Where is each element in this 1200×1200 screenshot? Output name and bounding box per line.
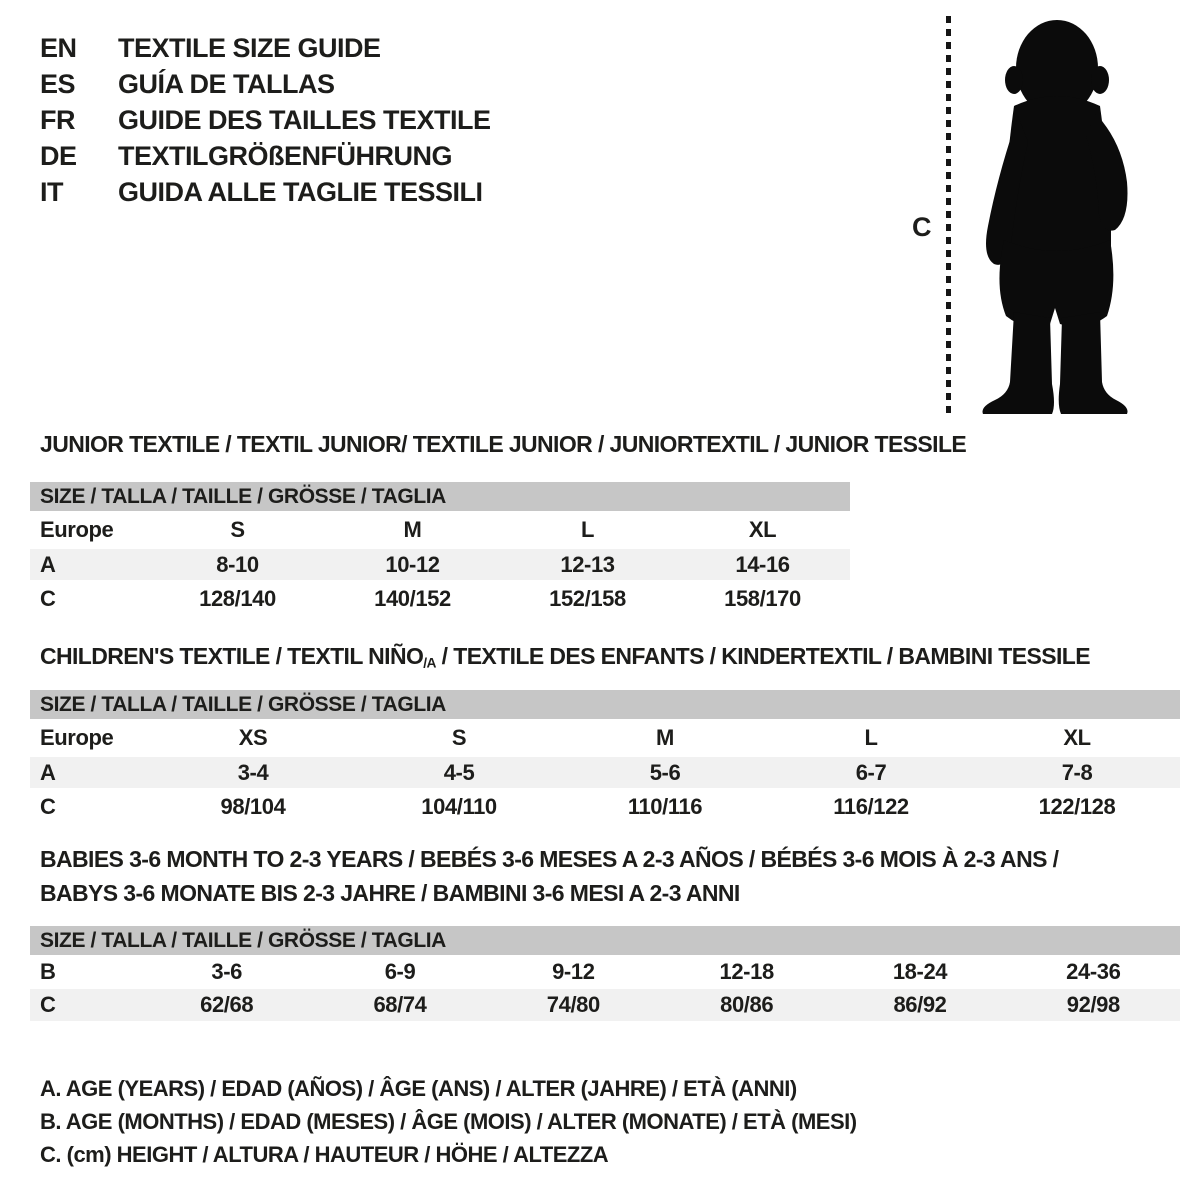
table-row-age: [30, 757, 1180, 788]
size-header-label: SIZE / TALLA / TAILLE / GRÖSSE / TAGLIA: [40, 692, 446, 716]
cell-value: 86/92: [893, 992, 947, 1017]
table-row-europe: [30, 719, 1180, 757]
children-size-header-bar: [30, 690, 1180, 719]
cell-value: XL: [748, 517, 777, 542]
cell-value: S: [451, 725, 467, 750]
cell-value: 14-16: [735, 551, 790, 577]
cell-value: 80/86: [720, 992, 774, 1017]
row-label: A: [40, 759, 56, 785]
language-row-en: [40, 30, 491, 66]
cell-value: 5-6: [649, 759, 681, 785]
babies-size-table: [30, 926, 1180, 1021]
table-row-height: [30, 788, 1180, 825]
table-row-months: [30, 955, 1180, 989]
language-code: ES: [40, 68, 76, 99]
cell-value: 158/170: [724, 585, 801, 611]
height-dimension-line: [946, 16, 951, 416]
cell-value: 3-6: [211, 959, 242, 984]
cell-value: 12-13: [560, 551, 615, 577]
cell-value: 122/128: [1038, 793, 1116, 819]
language-title: GUIDA ALLE TAGLIE TESSILI: [118, 176, 483, 207]
row-label: Europe: [40, 725, 114, 750]
children-size-table: [30, 690, 1180, 825]
language-code: IT: [40, 176, 63, 207]
cell-value: 98/104: [220, 793, 286, 819]
cell-value: M: [656, 725, 674, 750]
cell-value: S: [230, 517, 245, 542]
cell-value: 62/68: [200, 992, 254, 1017]
children-title-prefix: CHILDREN'S TEXTILE / TEXTIL NIÑO: [40, 643, 424, 669]
children-section-title: [40, 643, 1090, 670]
row-label: A: [40, 551, 56, 577]
cell-value: L: [864, 725, 878, 750]
size-header-label: SIZE / TALLA / TAILLE / GRÖSSE / TAGLIA: [40, 928, 446, 952]
children-title-subscript: /A: [423, 655, 436, 671]
table-row-height: [30, 580, 850, 617]
cell-value: 4-5: [443, 759, 475, 785]
table-row-height: [30, 989, 1180, 1021]
legend-line-a: A. AGE (YEARS) / EDAD (AÑOS) / ÂGE (ANS) / ALTER (JAHRE) / ETÀ (ANNI): [40, 1075, 797, 1101]
junior-size-header-bar: [30, 482, 850, 511]
measurement-legend: [40, 1072, 857, 1171]
table-row-age: [30, 549, 850, 580]
cell-value: 74/80: [546, 992, 600, 1017]
legend-line-c: C. (cm) HEIGHT / ALTURA / HAUTEUR / HÖHE / ALTEZZA: [40, 1141, 609, 1167]
cell-value: 8-10: [216, 551, 259, 577]
toddler-silhouette-icon: [964, 14, 1144, 416]
language-title: TEXTILGRÖßENFÜHRUNG: [118, 140, 452, 171]
language-title: GUÍA DE TALLAS: [118, 68, 335, 99]
cell-value: 12-18: [719, 959, 774, 984]
junior-section-title: [40, 431, 966, 458]
cell-value: 68/74: [373, 992, 427, 1017]
cell-value: 6-7: [855, 759, 887, 785]
language-row-it: [40, 174, 491, 210]
cell-value: 3-4: [237, 759, 269, 785]
cell-value: 116/122: [833, 793, 909, 819]
cell-value: M: [403, 517, 422, 542]
height-dimension-label: C: [912, 212, 932, 242]
row-label: B: [40, 959, 56, 984]
language-row-fr: [40, 102, 491, 138]
language-row-de: [40, 138, 491, 174]
cell-value: 9-12: [552, 959, 595, 984]
language-code: DE: [40, 140, 77, 171]
cell-value: 24-36: [1066, 959, 1121, 984]
cell-value: 10-12: [385, 551, 440, 577]
cell-value: XL: [1063, 725, 1091, 750]
junior-title-text: JUNIOR TEXTILE / TEXTIL JUNIOR/ TEXTILE JUNIOR / JUNIORTEXTIL / JUNIOR TESSILE: [40, 431, 967, 457]
babies-title-line2: BABYS 3-6 MONATE BIS 2-3 JAHRE / BAMBINI 3-6 MESI A 2-3 ANNI: [40, 880, 740, 906]
cell-value: 18-24: [892, 959, 948, 984]
row-label: C: [40, 793, 56, 819]
language-code: FR: [40, 104, 75, 135]
cell-value: 152/158: [549, 585, 626, 611]
language-row-es: [40, 66, 491, 102]
row-label: Europe: [40, 517, 114, 542]
cell-value: XS: [238, 725, 268, 750]
language-code: EN: [40, 32, 77, 63]
cell-value: 104/110: [421, 793, 497, 819]
table-row-europe: [30, 511, 850, 549]
language-title: GUIDE DES TAILLES TEXTILE: [118, 104, 491, 135]
children-title-suffix: / TEXTILE DES ENFANTS / KINDERTEXTIL / BAMBINI TESSILE: [435, 643, 1090, 669]
language-title: TEXTILE SIZE GUIDE: [118, 32, 381, 63]
cell-value: L: [580, 517, 595, 542]
babies-section-title: [40, 842, 1058, 910]
language-title-list: [40, 30, 491, 210]
cell-value: 128/140: [199, 585, 276, 611]
junior-size-table: [30, 482, 850, 617]
cell-value: 140/152: [374, 585, 451, 611]
size-header-label: SIZE / TALLA / TAILLE / GRÖSSE / TAGLIA: [40, 484, 446, 508]
legend-line-b: B. AGE (MONTHS) / EDAD (MESES) / ÂGE (MOIS) / ALTER (MONATE) / ETÀ (MESI): [40, 1108, 857, 1134]
row-label: C: [40, 585, 56, 611]
cell-value: 7-8: [1061, 759, 1093, 785]
babies-size-header-bar: [30, 926, 1180, 955]
babies-title-line1: BABIES 3-6 MONTH TO 2-3 YEARS / BEBÉS 3-6 MESES A 2-3 AÑOS / BÉBÉS 3-6 MOIS À 2-3 ANS /: [40, 846, 1059, 872]
cell-value: 6-9: [384, 959, 416, 984]
cell-value: 110/116: [627, 793, 703, 819]
row-label: C: [40, 992, 56, 1017]
cell-value: 92/98: [1066, 992, 1120, 1017]
